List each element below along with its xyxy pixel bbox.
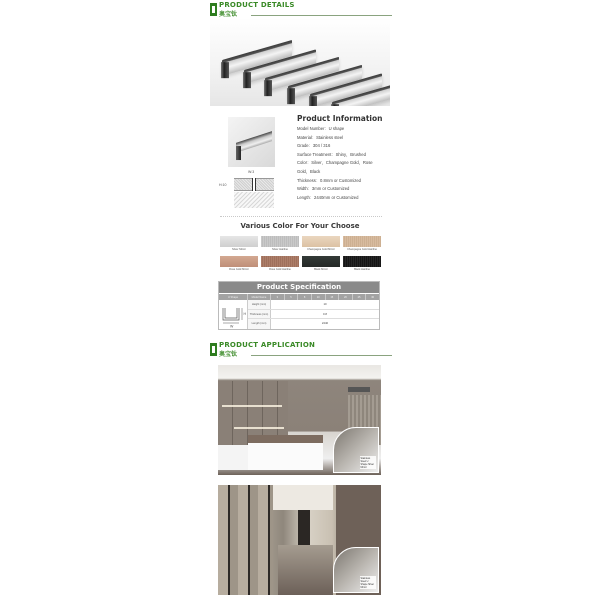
swatch-black-mirror: Black Mirror: [302, 256, 340, 273]
info-width: Width：3mm or Customized: [297, 186, 350, 192]
product-hero-image: [210, 18, 390, 106]
section-title: PRODUCT DETAILS: [219, 1, 295, 9]
section-title: PRODUCT APPLICATION: [219, 341, 316, 349]
product-details-header: [208, 0, 392, 18]
spec-table: [218, 281, 380, 330]
diagram-height-label: H:10: [219, 183, 227, 187]
section-subtitle: 奥宝钛: [219, 352, 238, 358]
header-rule: [251, 355, 392, 356]
diagram-width-label: W:3: [248, 170, 255, 174]
u-shape-diagram-icon: [219, 300, 248, 329]
info-color: Color：Silver，Champagne Gold，Rose: [297, 160, 373, 166]
swatch-black-hairline: Black Hairline: [343, 256, 381, 273]
product-closeup-inset: Stainless Steel U Shape Silver Mirror: [333, 427, 379, 473]
colors-title: Various Color For Your Choose: [240, 222, 360, 230]
swatch-rose-mirror: Rose Gold Mirror: [220, 256, 258, 273]
info-length: Length：2440mm or Customized: [297, 194, 359, 200]
spec-row-length: Length (mm) 2440: [248, 319, 379, 329]
swatch-rose-hairline: Rose Gold Hairline: [261, 256, 299, 273]
product-application-header: [208, 340, 392, 358]
header-rule: [251, 15, 392, 16]
spec-row-height: Height (mm) 10: [248, 300, 379, 310]
bedroom-application-photo: [218, 365, 381, 475]
info-surface: Surface Treatment：Shiny，Brushed: [297, 151, 366, 157]
brand-logo-icon: [210, 3, 217, 16]
swatch-champagne-mirror: Champagne Gold Mirror: [302, 236, 340, 253]
swatch-champagne-hairline: Champagne Gold Hairline: [343, 236, 381, 253]
info-model: Model Number：U shape: [297, 126, 345, 131]
info-color-cont: Gold，Black: [297, 168, 321, 174]
spec-title: Product Specification: [219, 282, 379, 293]
info-material: Material：Stainless steel: [297, 134, 344, 140]
dotted-divider: [220, 216, 382, 217]
svg-text:W: W: [230, 324, 234, 329]
info-grade: Grade：304 / 316: [297, 143, 331, 149]
product-closeup-inset: Stainless Steel U Shape Silver Mirror: [333, 547, 379, 593]
installation-diagram: [234, 178, 274, 208]
product-page: [208, 0, 392, 600]
spec-row-thickness: Thickness (mm) 0.8: [248, 310, 379, 320]
swatch-silver-mirror: Silver Mirror: [220, 236, 258, 253]
section-subtitle: 奥宝钛: [219, 12, 238, 18]
product-info-title: Product Information: [297, 114, 383, 123]
product-info-list: [297, 125, 392, 202]
info-thickness: Thickness：0.8mm or Customized: [297, 177, 361, 183]
svg-text:H: H: [243, 312, 247, 316]
spec-header-row: U Shape Model Name 3 5 8 10 15 20 25 30: [219, 293, 379, 300]
u-channel-product-image: [228, 117, 275, 167]
corridor-application-photo: [218, 485, 381, 595]
swatch-silver-hairline: Silver Hairline: [261, 236, 299, 253]
brand-logo-icon: [210, 343, 217, 356]
color-swatches: [220, 236, 382, 273]
